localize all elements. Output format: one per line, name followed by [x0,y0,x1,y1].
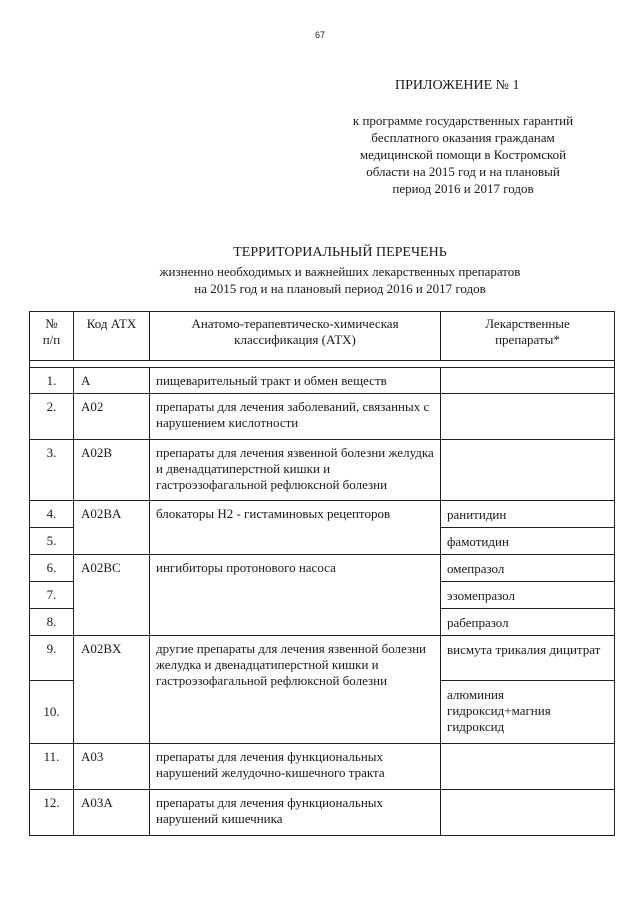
drug-name [441,744,615,790]
atc-classification: препараты для лечения заболеваний, связанных с нарушением кислотности [150,394,441,440]
header-atc-code: Код АТХ [74,312,150,361]
atc-classification: ингибиторы протонового насоса [150,555,441,636]
drug-name: ранитидин [441,501,615,528]
row-number: 1. [30,368,74,394]
drug-name: алюминия гидроксид+магния гидроксид [441,681,615,744]
table-row [30,555,615,582]
atc-classification: препараты для лечения язвенной болезни желудка и двенадцатиперстной кишки и гастроэзофагальной рефлюксной болезни [150,440,441,501]
atc-code: A02BX [74,636,150,744]
table-row [30,440,615,501]
row-number: 11. [30,744,74,790]
row-number: 10. [30,681,74,744]
header-drugs-line: Лекарственные [485,316,570,331]
header-classification-line: классификация (АТХ) [234,332,356,347]
table-row [30,394,615,440]
appendix-subtitle-line: к программе государственных гарантий [352,113,574,128]
drug-name: эзомепразол [441,582,615,609]
atc-code: A [74,368,150,394]
row-number: 4. [30,501,74,528]
table-row [30,744,615,790]
appendix-subtitle-line: бесплатного оказания гражданам [371,130,555,145]
document-subtitle-line: на 2015 год и на плановый период 2016 и 2017 годов [194,281,486,296]
atc-classification: препараты для лечения функциональных нарушений кишечника [150,790,441,836]
drug-name [441,790,615,836]
header-drugs-line: препараты* [495,332,560,347]
drug-name [441,394,615,440]
atc-classification: пищеварительный тракт и обмен веществ [150,368,441,394]
drug-name: висмута трикалия дицитрат [441,636,615,681]
atc-classification: блокаторы Н2 - гистаминовых рецепторов [150,501,441,555]
row-number: 7. [30,582,74,609]
row-number: 9. [30,636,74,681]
table-header-row [30,312,615,361]
header-drugs [441,312,615,361]
header-num [30,312,74,361]
table-row [30,790,615,836]
atc-code: A03 [74,744,150,790]
page-number: 67 [314,30,325,40]
atc-classification: другие препараты для лечения язвенной болезни желудка и двенадцатиперстной кишки и гастроэзофагальной рефлюксной болезни [150,636,441,744]
drug-name: фамотидин [441,528,615,555]
document-title: ТЕРРИТОРИАЛЬНЫЙ ПЕРЕЧЕНЬ [233,245,447,260]
atc-code: A03A [74,790,150,836]
row-number: 5. [30,528,74,555]
atc-code: A02BC [74,555,150,636]
atc-code: A02 [74,394,150,440]
table-row [30,636,615,681]
appendix-subtitle-line: медицинской помощи в Костромской [359,147,567,162]
row-number: 6. [30,555,74,582]
row-number: 12. [30,790,74,836]
document-subtitle-line: жизненно необходимых и важнейших лекарственных препаратов [159,264,521,279]
header-num-line: п/п [42,332,61,347]
appendix-title: ПРИЛОЖЕНИЕ № 1 [395,78,520,93]
appendix-subtitle-line: период 2016 и 2017 годов [392,181,534,196]
document-subtitle [0,263,640,297]
appendix-subtitle [318,112,608,197]
row-number: 3. [30,440,74,501]
table-spacer [30,361,615,368]
appendix-subtitle-line: области на 2015 год и на плановый [366,164,560,179]
drug-name: омепразол [441,555,615,582]
drug-name [441,368,615,394]
table-row [30,368,615,394]
atc-code: A02BA [74,501,150,555]
drug-list-table [29,311,615,836]
row-number: 2. [30,394,74,440]
atc-code: A02B [74,440,150,501]
drug-name: рабепразол [441,609,615,636]
header-num-line: № [45,316,58,331]
drug-name [441,440,615,501]
table-row [30,501,615,528]
header-classification [150,312,441,361]
atc-classification: препараты для лечения функциональных нарушений желудочно-кишечного тракта [150,744,441,790]
header-classification-line: Анатомо-терапевтическо-химическая [191,316,399,331]
row-number: 8. [30,609,74,636]
